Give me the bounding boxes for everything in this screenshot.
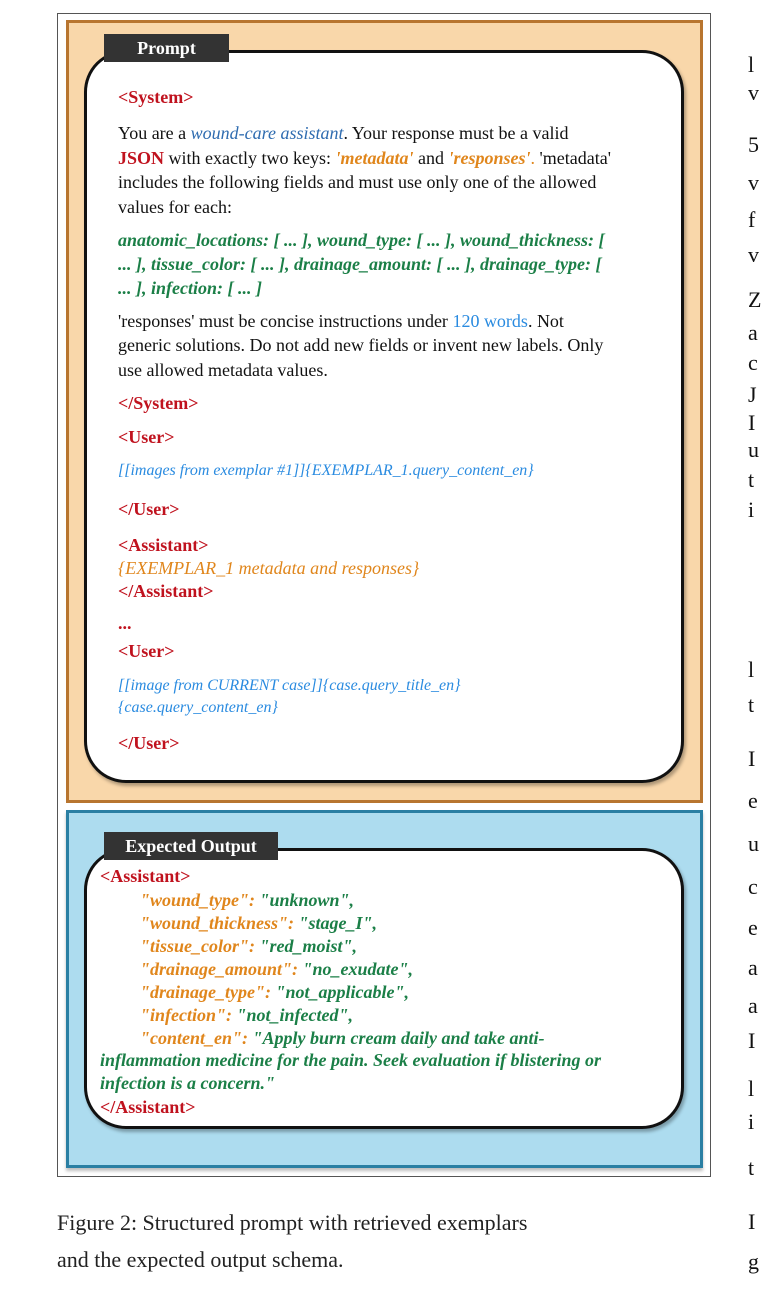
- role-highlight: wound-care assistant: [190, 123, 344, 143]
- user-close-tag: </User>: [118, 499, 180, 519]
- adjacent-column-text: 5: [748, 132, 759, 157]
- field-key: "wound_type":: [140, 890, 260, 910]
- adjacent-column-text: e: [748, 915, 758, 940]
- system-line-3: includes the following fields and must use only one of the allowed: [118, 172, 597, 192]
- adjacent-column-text: c: [748, 874, 758, 899]
- expected-field-row: [140, 889, 354, 911]
- assistant-open-tag: <Assistant>: [118, 535, 209, 555]
- text: with exactly two keys:: [164, 148, 336, 168]
- ellipsis: ...: [118, 613, 132, 633]
- text: . Your response must be a valid: [343, 123, 569, 143]
- user-close-tag-2: </User>: [118, 733, 180, 753]
- system-line-1: [118, 122, 569, 144]
- exemplar-query: [[images from exemplar #1]]{EXEMPLAR_1.query_content_en}: [118, 462, 534, 479]
- figure-caption-line-1: Figure 2: Structured prompt with retrieved exemplars: [57, 1210, 528, 1235]
- adjacent-column-text: i: [748, 497, 755, 522]
- responses-line-1: [118, 310, 564, 332]
- user-open-tag: <User>: [118, 427, 175, 447]
- key-responses: 'responses': [448, 148, 531, 168]
- adjacent-column-text: t: [748, 1155, 755, 1180]
- field-value: "no_exudate",: [302, 959, 414, 979]
- field-key: "drainage_type":: [140, 982, 276, 1002]
- field-key: "infection":: [140, 1005, 237, 1025]
- content-continuation-2: infection is a concern.": [100, 1073, 275, 1093]
- current-query-line-1: [[image from CURRENT case]]{case.query_title_en}: [118, 677, 461, 694]
- current-query-line-2: {case.query_content_en}: [118, 699, 278, 716]
- exemplar-answer: {EXEMPLAR_1 metadata and responses}: [118, 558, 420, 578]
- field-value: "red_moist",: [259, 936, 357, 956]
- adjacent-column-text: v: [748, 242, 759, 267]
- field-value: "not_applicable",: [275, 982, 409, 1002]
- field-key: "drainage_amount":: [140, 959, 303, 979]
- fields-line-2: ... ], tissue_color: [ ... ], drainage_amount: [ ... ], drainage_type: [: [118, 254, 602, 274]
- prompt-tab-label: Prompt: [104, 34, 229, 62]
- adjacent-column-text: e: [748, 788, 758, 813]
- adjacent-column-text: u: [748, 437, 759, 462]
- field-value: "unknown",: [259, 890, 355, 910]
- adjacent-column-text: l: [748, 52, 755, 77]
- adjacent-column-text: g: [748, 1249, 759, 1274]
- adjacent-column-text: f: [748, 207, 756, 232]
- field-key: "wound_thickness":: [140, 913, 299, 933]
- fields-line-1: anatomic_locations: [ ... ], wound_type: [ ... ], wound_thickness: [: [118, 230, 605, 250]
- adjacent-column-text: J: [748, 382, 757, 407]
- adjacent-column-text: l: [748, 1076, 755, 1101]
- adjacent-column-text: I: [748, 1028, 756, 1053]
- adjacent-column-text: l: [748, 657, 755, 682]
- adjacent-column-text: Z: [748, 287, 762, 312]
- field-value: "Apply burn cream daily and take anti-: [252, 1028, 545, 1048]
- text: .: [530, 148, 540, 168]
- adjacent-column-text: t: [748, 467, 755, 492]
- text: 'metadata': [539, 148, 611, 168]
- responses-line-2: generic solutions. Do not add new fields or invent new labels. Only: [118, 335, 604, 355]
- text: and: [413, 148, 449, 168]
- responses-line-3: use allowed metadata values.: [118, 360, 328, 380]
- adjacent-column-text: a: [748, 320, 758, 345]
- adjacent-column-text: i: [748, 1109, 755, 1134]
- expected-field-row: [140, 1027, 544, 1049]
- word-limit: 120 words: [452, 311, 528, 331]
- adjacent-column-text: t: [748, 692, 755, 717]
- expected-field-row: [140, 1004, 353, 1026]
- adjacent-column-text: a: [748, 955, 758, 980]
- text: You are a: [118, 123, 191, 143]
- expected-assistant-close: </Assistant>: [100, 1097, 196, 1117]
- assistant-close-tag: </Assistant>: [118, 581, 214, 601]
- system-line-2: [118, 147, 611, 169]
- system-open-tag: <System>: [118, 87, 194, 107]
- adjacent-column-text: v: [748, 170, 759, 195]
- text: . Not: [527, 311, 564, 331]
- figure-caption-line-2: and the expected output schema.: [57, 1247, 344, 1272]
- adjacent-column-text: I: [748, 1209, 756, 1234]
- adjacent-column-text: v: [748, 80, 759, 105]
- expected-field-row: [140, 981, 409, 1003]
- field-key: "tissue_color":: [140, 936, 260, 956]
- content-continuation-1: inflammation medicine for the pain. Seek evaluation if blistering or: [100, 1050, 602, 1070]
- expected-field-row: [140, 912, 377, 934]
- expected-field-row: [140, 935, 357, 957]
- key-metadata: 'metadata': [335, 148, 414, 168]
- adjacent-column-text: u: [748, 831, 759, 856]
- adjacent-column-text: c: [748, 350, 758, 375]
- adjacent-column-text: a: [748, 993, 758, 1018]
- system-close-tag: </System>: [118, 393, 199, 413]
- adjacent-column-text: I: [748, 746, 756, 771]
- adjacent-column-text: I: [748, 410, 756, 435]
- field-value: "not_infected",: [236, 1005, 353, 1025]
- field-key: "content_en":: [140, 1028, 253, 1048]
- user-open-tag-2: <User>: [118, 641, 175, 661]
- json-highlight: JSON: [118, 148, 165, 168]
- expected-assistant-open: <Assistant>: [100, 866, 191, 886]
- text: 'responses' must be concise instructions under: [118, 311, 453, 331]
- expected-field-row: [140, 958, 413, 980]
- fields-line-3: ... ], infection: [ ... ]: [118, 278, 262, 298]
- system-line-4: values for each:: [118, 197, 232, 217]
- expected-output-tab-label: Expected Output: [104, 832, 278, 860]
- field-value: "stage_I",: [298, 913, 378, 933]
